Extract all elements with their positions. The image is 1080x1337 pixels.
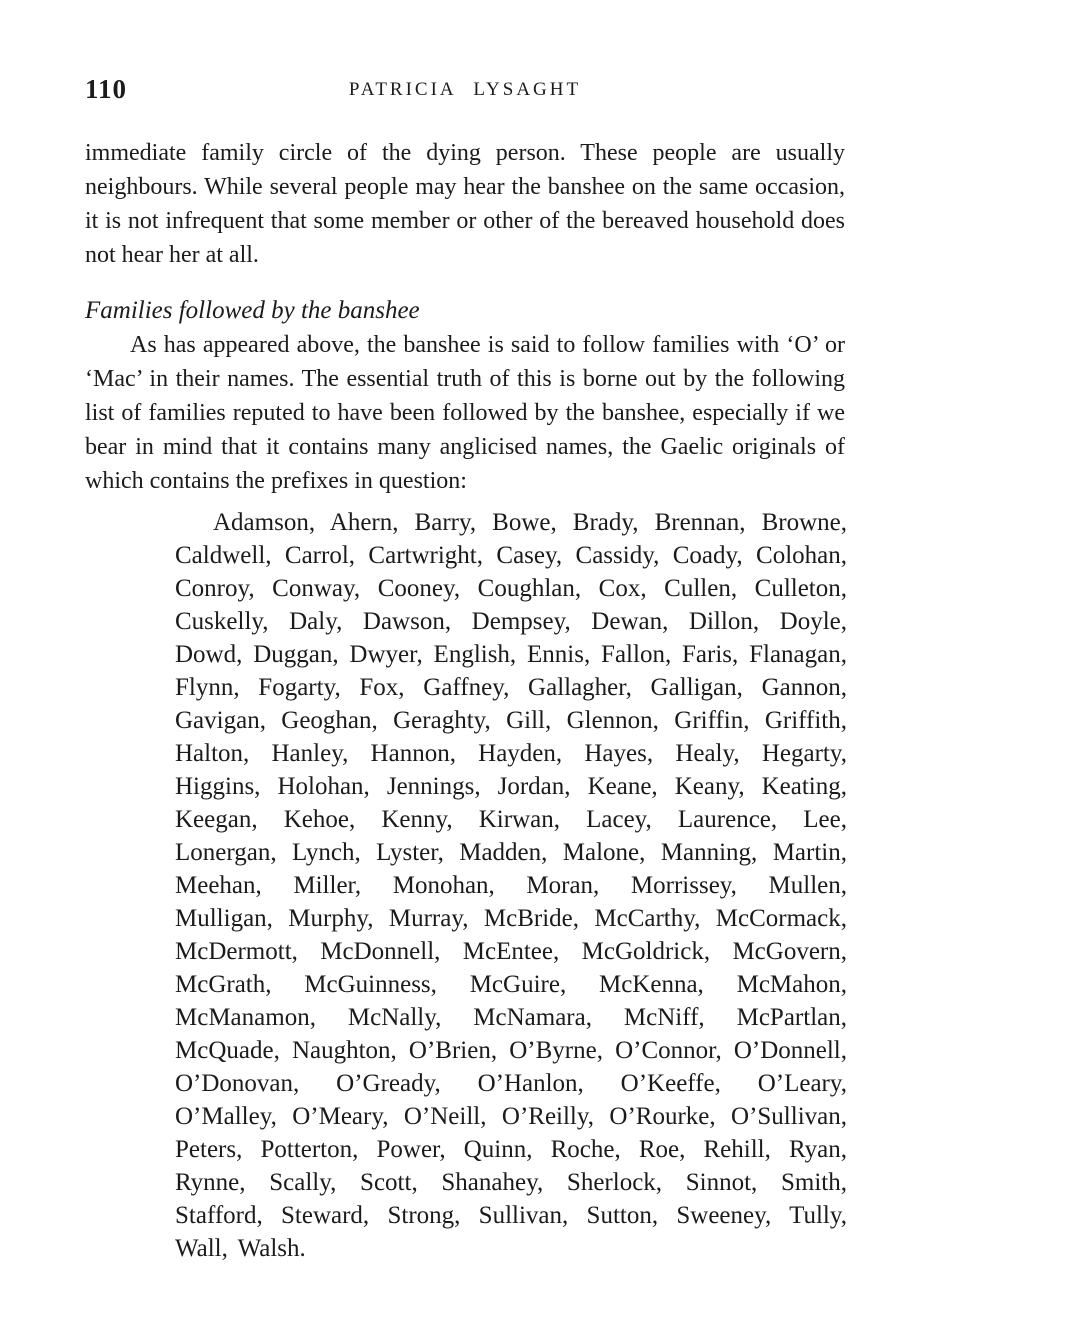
opening-paragraph: immediate family circle of the dying person. These people are usually neighbours. While several people may hear the banshee on the same occasion, it is not infrequent that some member or other of the bereaved household does not hear her at all. xyxy=(85,140,845,268)
family-name-list: Adamson, Ahern, Barry, Bowe, Brady, Brennan, Browne, Caldwell, Carrol, Cartwright, Casey, Cassidy, Coady, Colohan, Conroy, Conway, Cooney, Coughlan, Cox, Cullen, Culleton, Cuskelly, Daly, Dawson, Dempsey, Dewan, Dillon, Doyle, Dowd, Duggan, Dwyer, English, Ennis, Fallon, Faris, Flanagan, Flynn, Fogarty, Fox, Gaffney, Gallagher, Galligan, Gannon, Gavigan, Geoghan, Geraghty, Gill, Glennon, Griffin, Griffith, Halton, Hanley, Hannon, Hayden, Hayes, Healy, Hegarty, Higgins, Holohan, Jennings, Jordan, Keane, Keany, Keating, Keegan, Kehoe, Kenny, Kirwan, Lacey, Laurence, Lee, Lonergan, Lynch, Lyster, Madden, Malone, Manning, Martin, Meehan, Miller, Monohan, Moran, Morrissey, Mullen, Mulligan, Murphy, Murray, McBride, McCarthy, McCormack, McDermott, McDonnell, McEntee, McGoldrick, McGovern, McGrath, McGuinness, McGuire, McKenna, McMahon, McManamon, McNally, McNamara, McNiff, McPartlan, McQuade, Naughton, O’Brien, O’Byrne, O’Connor, O’Donnell, O’Donovan, O’Gready, O’Hanlon, O’Keeffe, O’Leary, O’Malley, O’Meary, O’Neill, O’Reilly, O’Rourke, O’Sullivan, Peters, Potterton, Power, Quinn, Roche, Roe, Rehill, Ryan, Rynne, Scally, Scott, Shanahey, Sherlock, Sinnot, Smith, Stafford, Steward, Strong, Sullivan, Sutton, Sweeney, Tully, Wall, Walsh. xyxy=(175,509,847,1262)
text-block xyxy=(85,136,845,1265)
page-number: 110 xyxy=(85,74,128,104)
section-paragraph: As has appeared above, the banshee is said to follow families with ‘O’ or ‘Mac’ in their names. The essential truth of this is borne out by the following list of families reputed to have been followed by the banshee, especially if we bear in mind that it contains many anglicised names, the Gaelic originals of which contains the prefixes in question: xyxy=(85,332,845,494)
section-heading: Families followed by the banshee xyxy=(85,297,420,324)
running-header: PATRICIA LYSAGHT xyxy=(348,79,582,100)
page-header xyxy=(85,74,845,108)
